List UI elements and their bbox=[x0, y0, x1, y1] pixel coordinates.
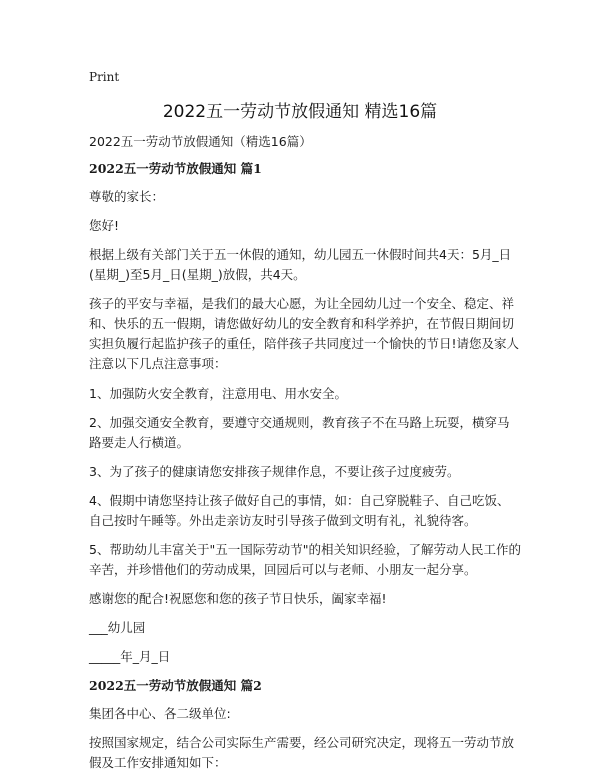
paragraph: 根据上级有关部门关于五一休假的通知，幼儿园五一休假时间共4天：5月_日(星期_)至5月_日(星期_)放假，共4天。 bbox=[89, 247, 512, 282]
date-line: _____年_月_日 bbox=[89, 649, 171, 664]
print-label[interactable]: Print bbox=[89, 70, 120, 84]
signature: ___幼儿园 bbox=[89, 620, 146, 635]
paragraph: 按照国家规定，结合公司实际生产需要，经公司研究决定，现将五一劳动节放假及工作安排通知如下： bbox=[89, 735, 515, 770]
document-body bbox=[89, 132, 521, 773]
closing-text: 感谢您的配合!祝愿您和您的孩子节日快乐，阖家幸福! bbox=[89, 591, 387, 606]
list-item: 5、帮助幼儿丰富关于"五一国际劳动节"的相关知识经验，了解劳动人民工作的辛苦，并珍惜他们的劳动成果，回园后可以与老师、小朋友一起分享。 bbox=[89, 542, 521, 577]
paragraph: 孩子的平安与幸福，是我们的最大心愿，为让全园幼儿过一个安全、稳定、祥和、快乐的五一假期，请您做好幼儿的安全教育和科学养护，在节假日期间切实担负履行起监护孩子的重任，陪伴孩子共同度过一个愉快的节日!请您及家人注意以下几点注意事项： bbox=[89, 296, 520, 371]
section-heading: 2022五一劳动节放假通知 篇2 bbox=[89, 678, 262, 693]
list-item: 2、加强交通安全教育，要遵守交通规则，教育孩子不在马路上玩耍，横穿马路要走人行横道。 bbox=[89, 415, 510, 450]
greeting: 尊敬的家长： bbox=[89, 189, 165, 204]
page-title: 2022五一劳动节放假通知 精选16篇 bbox=[162, 102, 438, 122]
document-subtitle: 2022五一劳动节放假通知（精选16篇） bbox=[89, 134, 312, 149]
hello-text: 您好! bbox=[89, 218, 120, 233]
list-item: 4、假期中请您坚持让孩子做好自己的事情，如：自己穿脱鞋子、自己吃饭、自己按时午睡等。外出走亲访友时引导孩子做到文明有礼，礼貌待客。 bbox=[89, 493, 510, 528]
section-heading: 2022五一劳动节放假通知 篇1 bbox=[89, 161, 262, 176]
recipients: 集团各中心、各二级单位: bbox=[89, 706, 231, 721]
list-item: 1、加强防火安全教育，注意用电、用水安全。 bbox=[89, 386, 347, 401]
list-item: 3、为了孩子的健康请您安排孩子规律作息，不要让孩子过度疲劳。 bbox=[89, 464, 460, 479]
